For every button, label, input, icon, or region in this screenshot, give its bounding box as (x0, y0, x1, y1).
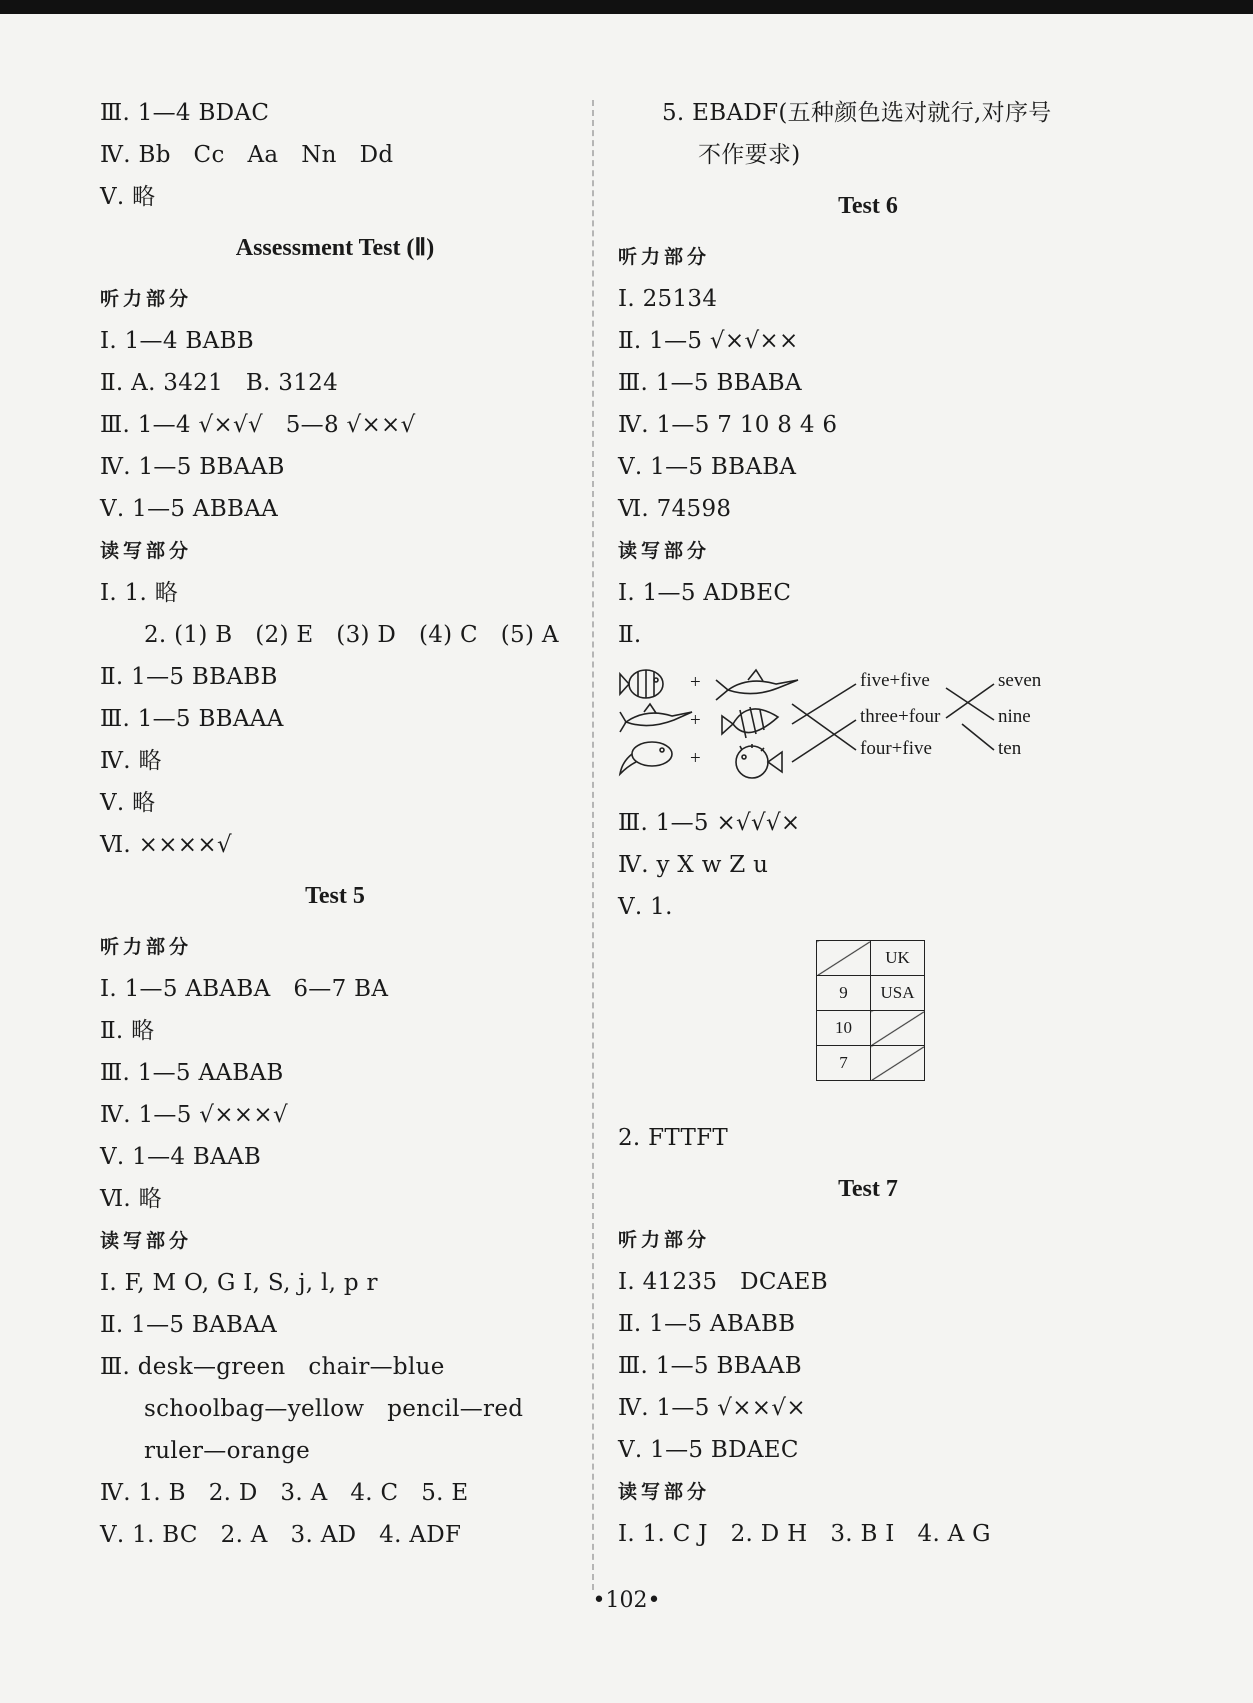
answer-line: Ⅳ. 1—5 7 10 8 4 6 (618, 412, 838, 438)
answer-line: Ⅴ. 1. BC 2. A 3. AD 4. ADF (100, 1522, 462, 1548)
answer-line: Ⅱ. A. 3421 B. 3124 (100, 370, 339, 396)
answer-line: Ⅱ. 1—5 √×√×× (618, 328, 799, 354)
answer-line: Ⅳ. 1—5 √×××√ (100, 1102, 288, 1128)
answer-grid (816, 940, 925, 1081)
answer-line: Ⅰ. 1—5 ADBEC (618, 580, 792, 606)
plus-sign: + (690, 748, 701, 769)
plus-sign: + (690, 710, 701, 731)
match-right-label: nine (998, 706, 1031, 727)
answer-line: Ⅲ. 1—5 BBAAA (100, 706, 284, 732)
answer-line: Ⅱ. 略 (100, 1018, 155, 1044)
answer-line: Ⅰ. 25134 (618, 286, 718, 312)
answer-line: Ⅲ. 1—4 BDAC (100, 100, 270, 126)
answer-line: Ⅵ. 74598 (618, 496, 732, 522)
match-line (792, 684, 856, 724)
answer-line: Ⅳ. y X w Z u (618, 852, 769, 878)
listening-heading: 听力部分 (100, 936, 193, 958)
answer-line: Ⅳ. 1. B 2. D 3. A 4. C 5. E (100, 1480, 469, 1506)
grid-cell: 10 (817, 1011, 871, 1046)
answer-line: Ⅴ. 1—5 BDAEC (618, 1437, 799, 1463)
answer-line: Ⅲ. desk—green chair—blue (100, 1354, 445, 1380)
answer-line: Ⅲ. 1—5 BBABA (618, 370, 802, 396)
grid-cell: UK (871, 941, 925, 976)
match-line (946, 684, 994, 718)
answer-line: Ⅱ. (618, 622, 642, 648)
answer-line: 5. EBADF(五种颜色选对就行,对序号 (662, 100, 1052, 126)
match-left-label: three+four (860, 706, 941, 727)
reading-writing-heading: 读写部分 (618, 1481, 711, 1503)
fish-matching-diagram (618, 662, 1088, 802)
grid-cell (871, 1011, 925, 1046)
answer-line: Ⅴ. 1—5 ABBAA (100, 496, 279, 522)
answer-line: Ⅵ. ××××√ (100, 832, 232, 858)
listening-heading: 听力部分 (618, 1229, 711, 1251)
left-column (100, 92, 570, 1556)
match-right-label: ten (998, 738, 1022, 759)
answer-line: Ⅴ. 略 (100, 790, 156, 816)
grid-cell (817, 941, 871, 976)
answer-line: Ⅳ. 略 (100, 748, 162, 774)
reading-writing-heading: 读写部分 (618, 540, 711, 562)
swordfish-icon (620, 704, 692, 732)
answer-line: Ⅵ. 略 (100, 1186, 162, 1212)
listening-heading: 听力部分 (618, 246, 711, 268)
answer-line: Ⅴ. 1—5 BBABA (618, 454, 797, 480)
match-left-label: five+five (860, 670, 930, 691)
answer-line: Ⅱ. 1—5 ABABB (618, 1311, 796, 1337)
right-column (618, 92, 1118, 1555)
section-title-assessment: Assessment Test (Ⅱ) (235, 235, 435, 261)
grid-cell (871, 1046, 925, 1081)
answer-line: Ⅳ. 1—5 BBAAB (100, 454, 285, 480)
plus-sign: + (690, 672, 701, 693)
grid-cell: 7 (817, 1046, 871, 1081)
answer-line: Ⅰ. 1—4 BABB (100, 328, 254, 354)
answer-line: schoolbag—yellow pencil—red (144, 1396, 524, 1422)
page-number: •102• (592, 1588, 661, 1613)
answer-line: Ⅱ. 1—5 BBABB (100, 664, 278, 690)
answer-line: Ⅲ. 1—5 ×√√√× (618, 810, 801, 836)
answer-line: 不作要求) (698, 142, 801, 168)
reading-writing-heading: 读写部分 (100, 540, 193, 562)
answer-line: Ⅳ. Bb Cc Aa Nn Dd (100, 142, 394, 168)
answer-line: 2. (1) B (2) E (3) D (4) C (5) A (144, 622, 559, 648)
angelfish-icon (722, 707, 778, 738)
listening-heading: 听力部分 (100, 288, 193, 310)
match-right-label: seven (998, 670, 1042, 691)
section-title-test6: Test 6 (838, 193, 898, 219)
answer-line: Ⅰ. 1. C J 2. D H 3. B I 4. A G (618, 1521, 991, 1547)
reading-writing-heading: 读写部分 (100, 1230, 193, 1252)
match-line (962, 724, 994, 750)
answer-line: Ⅲ. 1—5 AABAB (100, 1060, 284, 1086)
scan-top-edge (0, 0, 1253, 14)
swordfish-icon (716, 670, 798, 700)
section-title-test5: Test 5 (305, 883, 365, 909)
answer-line: Ⅰ. F, M O, G I, S, j, l, p r (100, 1270, 378, 1296)
answer-line: Ⅴ. 1—4 BAAB (100, 1144, 262, 1170)
answer-line: ruler—orange (144, 1438, 311, 1464)
answer-line: Ⅰ. 1—5 ABABA 6—7 BA (100, 976, 389, 1002)
pufferfish-icon (736, 744, 782, 778)
answer-line: Ⅰ. 1. 略 (100, 580, 179, 606)
match-left-label: four+five (860, 738, 932, 759)
answer-line: Ⅲ. 1—5 BBAAB (618, 1353, 802, 1379)
answer-line: 2. FTTFT (618, 1125, 729, 1151)
striped-fish-icon (620, 670, 663, 698)
section-title-test7: Test 7 (838, 1176, 898, 1202)
round-fish-icon (620, 742, 672, 774)
answer-line: Ⅲ. 1—4 √×√√ 5—8 √××√ (100, 412, 416, 438)
answer-line: Ⅴ. 1. (618, 894, 673, 920)
answer-line: Ⅴ. 略 (100, 184, 156, 210)
answer-line: Ⅱ. 1—5 BABAA (100, 1312, 278, 1338)
answer-line: Ⅰ. 41235 DCAEB (618, 1269, 828, 1295)
match-line (946, 688, 994, 720)
grid-cell: 9 (817, 976, 871, 1011)
grid-cell: USA (871, 976, 925, 1011)
answer-line: Ⅳ. 1—5 √××√× (618, 1395, 806, 1421)
column-divider (592, 100, 594, 1590)
